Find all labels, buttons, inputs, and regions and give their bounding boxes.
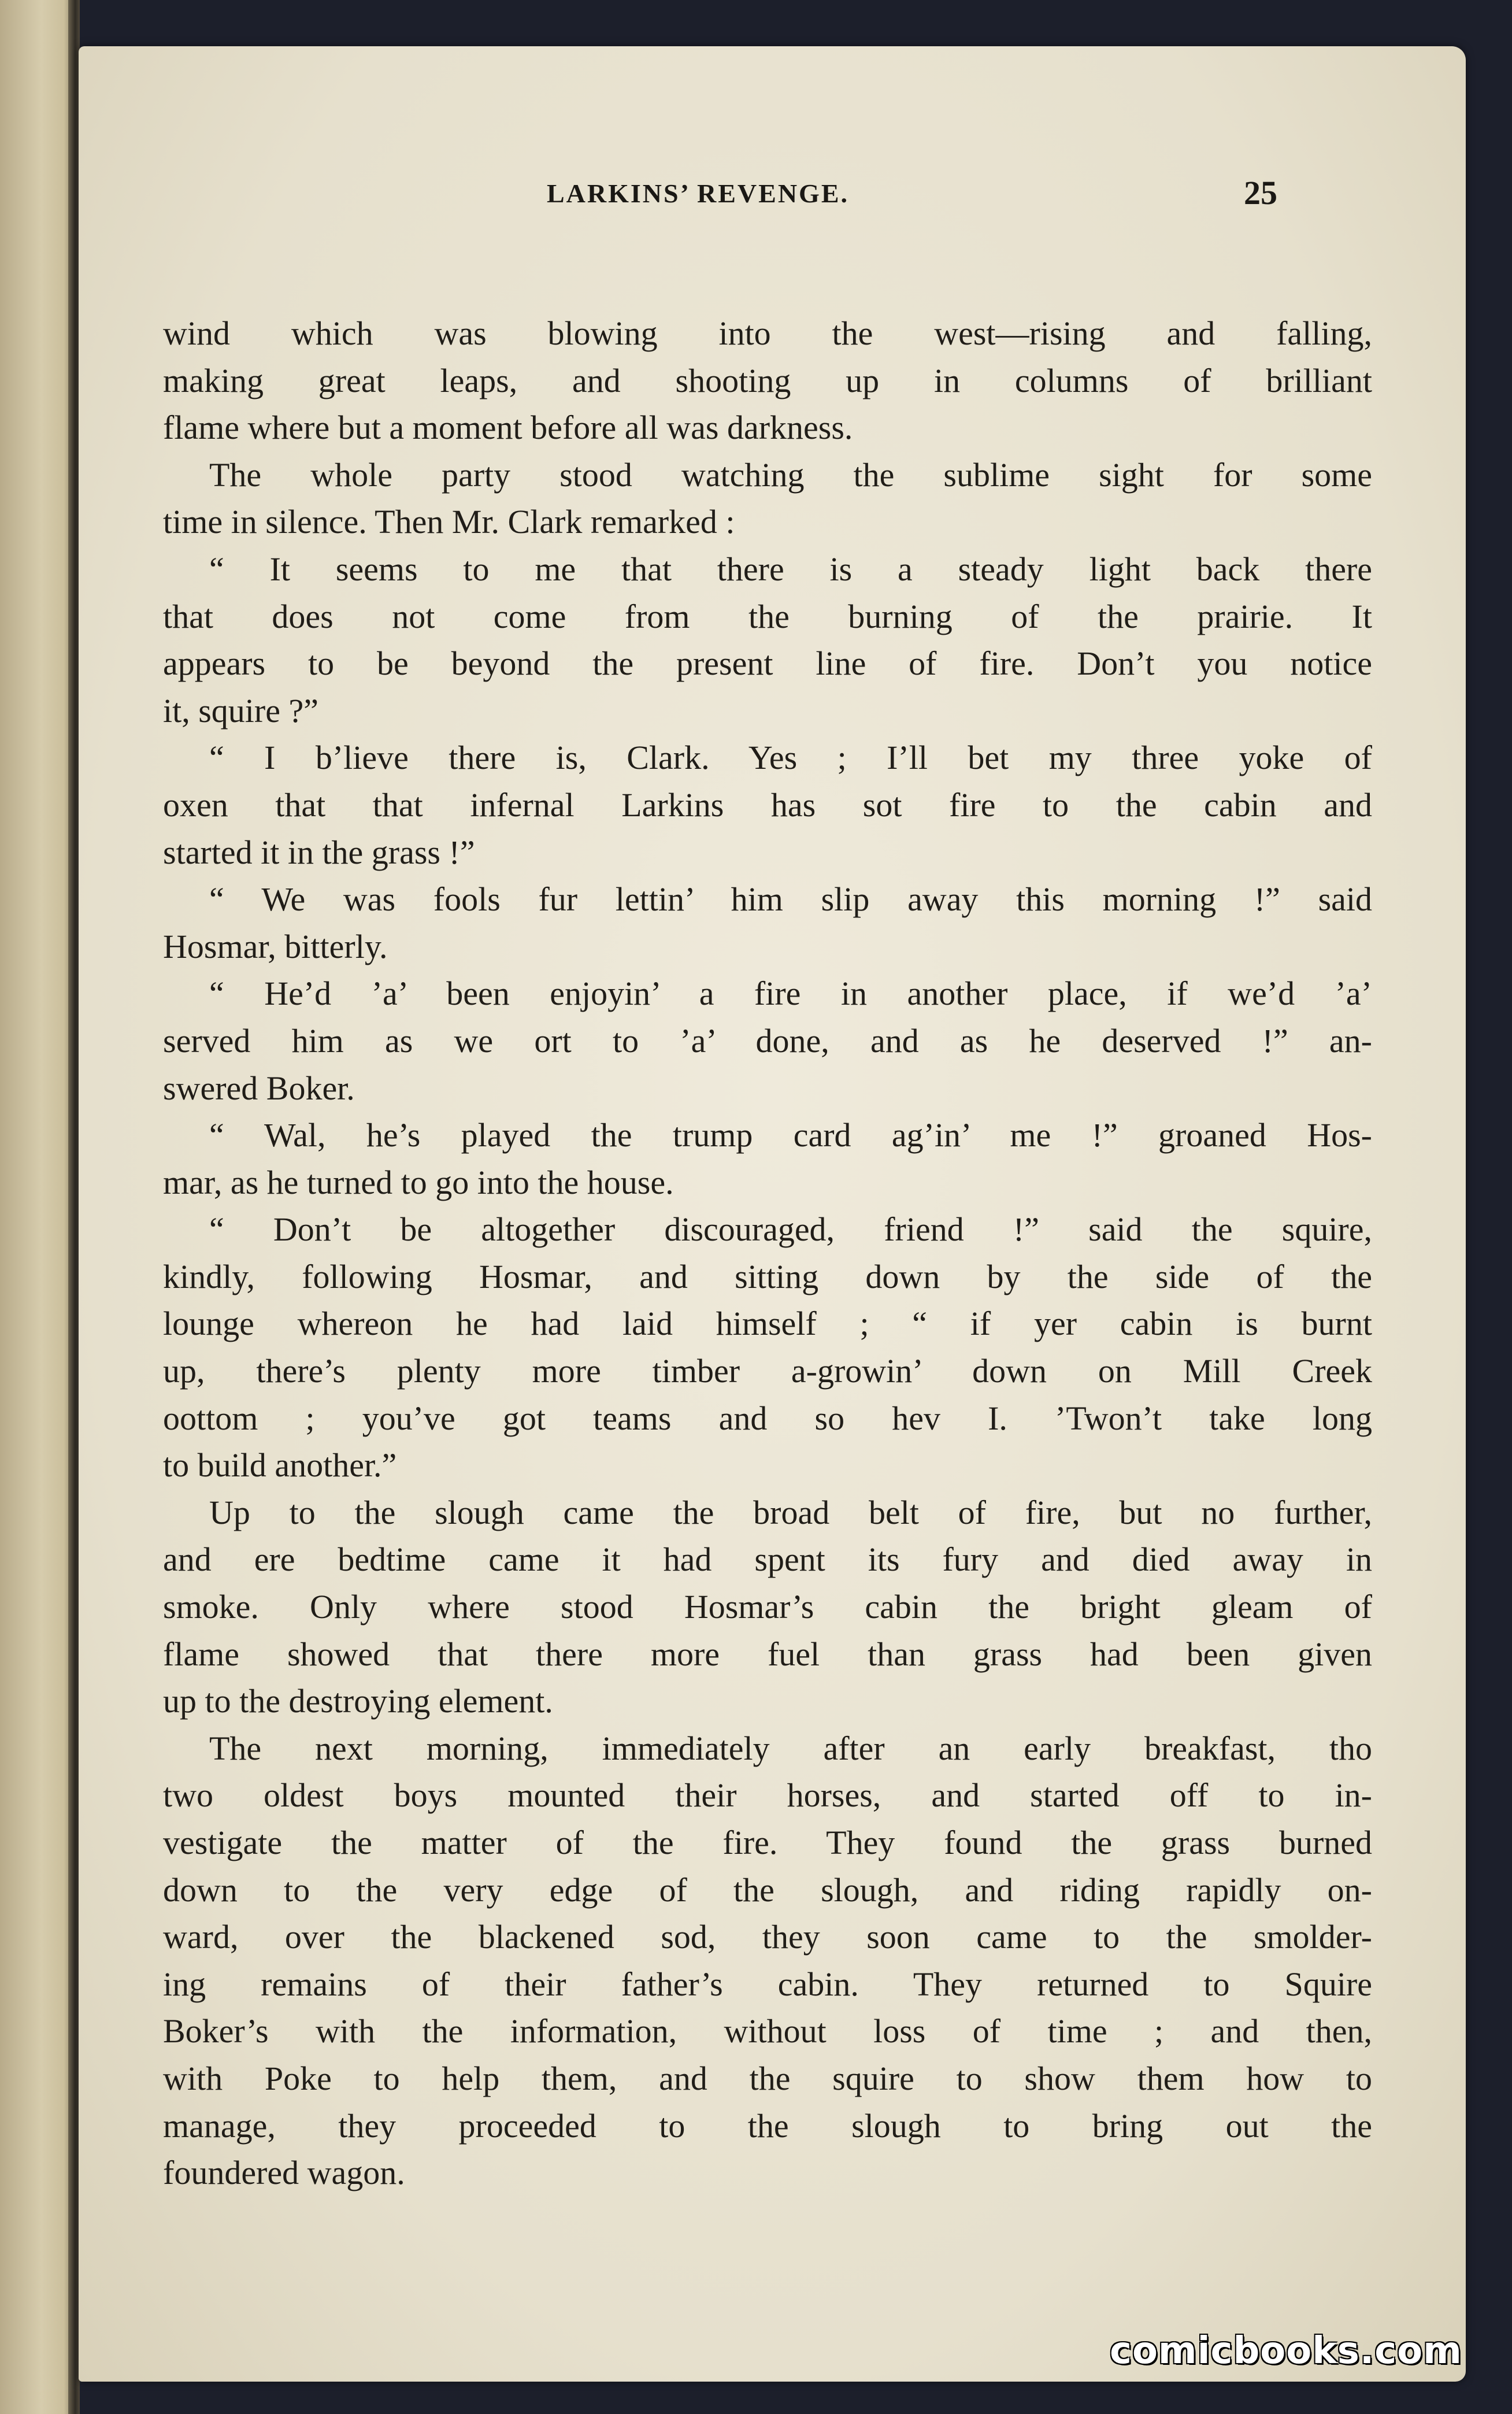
text-line: “ He’d ’a’ been enjoyin’ a fire in another place, if we’d ’a’ bbox=[209, 975, 1372, 1013]
running-title: LARKINS’ REVENGE. bbox=[547, 179, 849, 208]
text-line: oxen that that infernal Larkins has sot fire to the cabin and bbox=[163, 786, 1372, 824]
text-line: flame where but a moment before all was darkness. bbox=[163, 409, 853, 447]
text-line: up, there’s plenty more timber a-growin’ down on Mill Creek bbox=[163, 1352, 1372, 1390]
text-line: that does not come from the burning of the prairie. It bbox=[163, 597, 1372, 635]
text-line: making great leaps, and shooting up in columns of brilliant bbox=[163, 361, 1372, 399]
text-line: kindly, following Hosmar, and sitting down by the side of the bbox=[163, 1257, 1372, 1295]
body-text bbox=[163, 310, 1372, 2197]
text-line: flame showed that there more fuel than grass had been given bbox=[163, 1635, 1372, 1673]
facing-page-edge bbox=[0, 0, 75, 2414]
text-line: with Poke to help them, and the squire to show them how to bbox=[163, 2059, 1372, 2097]
text-line: “ Wal, he’s played the trump card ag’in’ me !” groaned Hos- bbox=[209, 1116, 1372, 1154]
text-line: two oldest boys mounted their horses, and started off to in- bbox=[163, 1776, 1372, 1815]
book-page bbox=[79, 46, 1466, 2382]
page-number: 25 bbox=[1244, 174, 1277, 212]
text-line: appears to be beyond the present line of fire. Don’t you notice bbox=[163, 645, 1372, 683]
text-line: “ I b’lieve there is, Clark. Yes ; I’ll bet my three yoke of bbox=[209, 739, 1372, 777]
text-line: “ Don’t be altogether discouraged, friend !” said the squire, bbox=[209, 1210, 1372, 1249]
text-line: started it in the grass !” bbox=[163, 833, 475, 871]
text-line: The whole party stood watching the sublime sight for some bbox=[209, 456, 1372, 494]
text-line: foundered wagon. bbox=[163, 2154, 405, 2192]
watermark-text: comicbooks.com bbox=[1110, 2330, 1462, 2372]
text-line: “ We was fools fur lettin’ him slip away this morning !” said bbox=[209, 880, 1372, 919]
text-line: swered Boker. bbox=[163, 1069, 355, 1107]
text-line: The next morning, immediately after an early breakfast, tho bbox=[209, 1729, 1372, 1767]
text-line: mar, as he turned to go into the house. bbox=[163, 1163, 674, 1201]
text-line: manage, they proceeded to the slough to bring out the bbox=[163, 2106, 1372, 2145]
text-line: served him as we ort to ’a’ done, and as he deserved !” an- bbox=[163, 1021, 1372, 1060]
text-line: vestigate the matter of the fire. They found the grass burned bbox=[163, 1824, 1372, 1861]
text-line: time in silence. Then Mr. Clark remarked : bbox=[163, 503, 735, 541]
text-line: lounge whereon he had laid himself ; “ if yer cabin is burnt bbox=[163, 1305, 1372, 1343]
book-gutter bbox=[68, 0, 80, 2414]
text-line: and ere bedtime came it had spent its fury and died away in bbox=[163, 1541, 1372, 1579]
text-line: oottom ; you’ve got teams and so hev I. ’Twon’t take long bbox=[163, 1399, 1372, 1437]
text-line: down to the very edge of the slough, and riding rapidly on- bbox=[163, 1871, 1372, 1909]
text-line: ward, over the blackened sod, they soon came to the smolder- bbox=[163, 1918, 1372, 1956]
text-line: up to the destroying element. bbox=[163, 1682, 553, 1720]
text-line: to build another.” bbox=[163, 1446, 397, 1484]
text-line: Up to the slough came the broad belt of fire, but no further, bbox=[209, 1493, 1372, 1531]
text-line: wind which was blowing into the west—rising and falling, bbox=[163, 314, 1372, 352]
text-line: smoke. Only where stood Hosmar’s cabin the bright gleam of bbox=[163, 1588, 1372, 1626]
text-line: Boker’s with the information, without loss of time ; and then, bbox=[163, 2012, 1372, 2050]
text-line: it, squire ?” bbox=[163, 691, 318, 730]
text-line: ing remains of their father’s cabin. They returned to Squire bbox=[163, 1965, 1372, 2003]
text-line: Hosmar, bitterly. bbox=[163, 927, 388, 965]
text-line: “ It seems to me that there is a steady light back there bbox=[209, 550, 1372, 588]
running-head bbox=[79, 174, 1466, 224]
